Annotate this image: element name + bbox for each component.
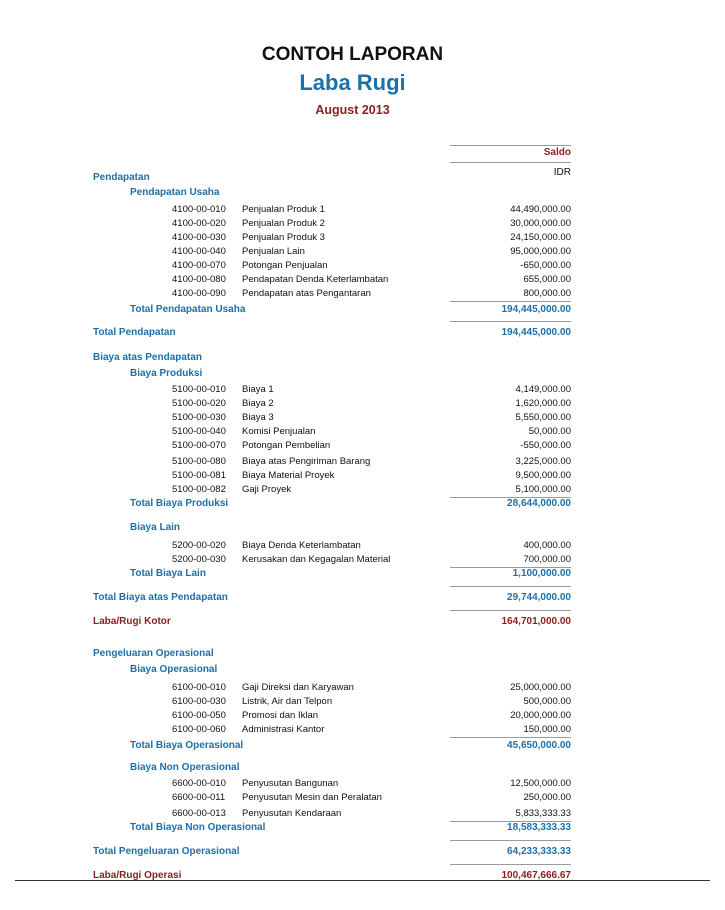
account-amount: -550,000.00 (520, 440, 571, 451)
account-code: 4100-00-020 (172, 218, 226, 229)
report-period: August 2013 (315, 103, 390, 117)
account-name: Potongan Pembelian (242, 440, 331, 451)
account-name: Penjualan Produk 3 (242, 232, 325, 243)
currency-label: IDR (553, 167, 571, 178)
account-amount: 95,000,000.00 (510, 246, 571, 257)
result-label: Laba/Rugi Operasi (93, 870, 182, 881)
header-divider (450, 145, 571, 146)
account-amount: 3,225,000.00 (515, 456, 571, 467)
account-amount: 400,000.00 (523, 540, 571, 551)
account-code: 4100-00-090 (172, 288, 226, 299)
account-amount: 9,500,000.00 (515, 470, 571, 481)
account-name: Penjualan Lain (242, 246, 305, 257)
section-total-label: Total Biaya atas Pendapatan (93, 592, 228, 603)
subsection-total-amount: 45,650,000.00 (507, 740, 571, 751)
section-total-label: Total Pengeluaran Operasional (93, 846, 240, 857)
account-code: 5100-00-080 (172, 456, 226, 467)
account-amount: 150,000.00 (523, 724, 571, 735)
account-name: Promosi dan Iklan (242, 710, 319, 721)
page-bottom-rule (15, 880, 710, 881)
account-code: 6100-00-060 (172, 724, 226, 735)
result-label: Laba/Rugi Kotor (93, 616, 171, 627)
total-rule (450, 586, 571, 587)
section-heading: Pengeluaran Operasional (93, 648, 214, 659)
report-subtitle: Laba Rugi (299, 70, 406, 95)
account-amount: 24,150,000.00 (510, 232, 571, 243)
account-code: 4100-00-080 (172, 274, 226, 285)
subsection-total-amount: 18,583,333.33 (507, 822, 571, 833)
account-amount: 500,000.00 (523, 696, 571, 707)
account-name: Pendapatan Denda Keterlambatan (242, 274, 389, 285)
account-name: Penyusutan Mesin dan Peralatan (242, 792, 382, 803)
account-amount: 12,500,000.00 (510, 778, 571, 789)
account-name: Penyusutan Kendaraan (242, 808, 342, 819)
account-code: 6100-00-050 (172, 710, 226, 721)
account-code: 6100-00-010 (172, 682, 226, 693)
section-heading: Pendapatan (93, 172, 150, 183)
account-code: 6600-00-010 (172, 778, 226, 789)
account-code: 4100-00-070 (172, 260, 226, 271)
result-amount: 100,467,666.67 (501, 870, 571, 881)
account-name: Biaya Denda Keterlambatan (242, 540, 361, 551)
account-name: Komisi Penjualan (242, 426, 316, 437)
account-name: Biaya 2 (242, 398, 274, 409)
account-name: Pendapatan atas Pengantaran (242, 288, 371, 299)
account-name: Administrasi Kantor (242, 724, 325, 735)
account-amount: 30,000,000.00 (510, 218, 571, 229)
account-code: 5100-00-081 (172, 470, 226, 481)
account-code: 6600-00-013 (172, 808, 226, 819)
saldo-column-header: Saldo (543, 147, 571, 158)
account-name: Biaya Material Proyek (242, 470, 335, 481)
report-title: CONTOH LAPORAN (261, 44, 444, 65)
account-name: Listrik, Air dan Telpon (242, 696, 333, 707)
subsection-total-label: Total Biaya Operasional (130, 740, 244, 751)
account-code: 5100-00-082 (172, 484, 226, 495)
account-name: Penjualan Produk 1 (242, 204, 325, 215)
subtotal-rule (450, 301, 571, 302)
account-amount: -650,000.00 (520, 260, 571, 271)
account-name: Biaya 3 (242, 412, 274, 423)
account-code: 5100-00-010 (172, 384, 226, 395)
result-rule (450, 864, 571, 865)
section-total-amount: 29,744,000.00 (507, 592, 571, 603)
total-rule (450, 840, 571, 841)
account-amount: 4,149,000.00 (515, 384, 571, 395)
account-name: Gaji Proyek (242, 484, 292, 495)
subsection-total-label: Total Pendapatan Usaha (130, 304, 246, 315)
account-code: 5100-00-020 (172, 398, 226, 409)
account-amount: 1,620,000.00 (515, 398, 571, 409)
account-name: Kerusakan dan Kegagalan Material (242, 554, 391, 565)
account-amount: 5,100,000.00 (515, 484, 571, 495)
account-amount: 5,833,333.33 (515, 808, 571, 819)
account-code: 4100-00-010 (172, 204, 226, 215)
account-name: Penyusutan Bangunan (242, 778, 339, 789)
total-rule (450, 321, 571, 322)
account-code: 5200-00-030 (172, 554, 226, 565)
result-amount: 164,701,000.00 (501, 616, 571, 627)
account-name: Biaya 1 (242, 384, 274, 395)
subtotal-rule (450, 737, 571, 738)
subsection-total-amount: 194,445,000.00 (501, 304, 571, 315)
account-amount: 700,000.00 (523, 554, 571, 565)
subsection-heading: Biaya Produksi (130, 368, 203, 379)
account-amount: 250,000.00 (523, 792, 571, 803)
subsection-total-label: Total Biaya Produksi (130, 498, 229, 509)
subsection-total-label: Total Biaya Lain (130, 568, 206, 579)
section-total-label: Total Pendapatan (93, 327, 176, 338)
header-divider (450, 162, 571, 163)
subsection-total-amount: 28,644,000.00 (507, 498, 571, 509)
subsection-total-label: Total Biaya Non Operasional (130, 822, 266, 833)
subsection-total-amount: 1,100,000.00 (512, 568, 571, 579)
subsection-heading: Biaya Operasional (130, 664, 218, 675)
account-amount: 20,000,000.00 (510, 710, 571, 721)
account-code: 5100-00-040 (172, 426, 226, 437)
account-code: 4100-00-030 (172, 232, 226, 243)
account-code: 5100-00-030 (172, 412, 226, 423)
account-amount: 44,490,000.00 (510, 204, 571, 215)
account-amount: 50,000.00 (528, 426, 571, 437)
account-amount: 655,000.00 (523, 274, 571, 285)
section-heading: Biaya atas Pendapatan (93, 352, 202, 363)
account-amount: 800,000.00 (523, 288, 571, 299)
account-code: 6100-00-030 (172, 696, 226, 707)
section-total-amount: 64,233,333.33 (507, 846, 571, 857)
account-code: 6600-00-011 (172, 792, 226, 803)
account-name: Penjualan Produk 2 (242, 218, 325, 229)
account-name: Potongan Penjualan (242, 260, 328, 271)
account-code: 5100-00-070 (172, 440, 226, 451)
account-amount: 5,550,000.00 (515, 412, 571, 423)
subsection-heading: Pendapatan Usaha (130, 187, 220, 198)
account-amount: 25,000,000.00 (510, 682, 571, 693)
account-name: Biaya atas Pengiriman Barang (242, 456, 371, 467)
account-code: 5200-00-020 (172, 540, 226, 551)
account-name: Gaji Direksi dan Karyawan (242, 682, 354, 693)
account-code: 4100-00-040 (172, 246, 226, 257)
subsection-heading: Biaya Lain (130, 522, 181, 533)
subsection-heading: Biaya Non Operasional (130, 762, 240, 773)
result-rule (450, 610, 571, 611)
section-total-amount: 194,445,000.00 (501, 327, 571, 338)
